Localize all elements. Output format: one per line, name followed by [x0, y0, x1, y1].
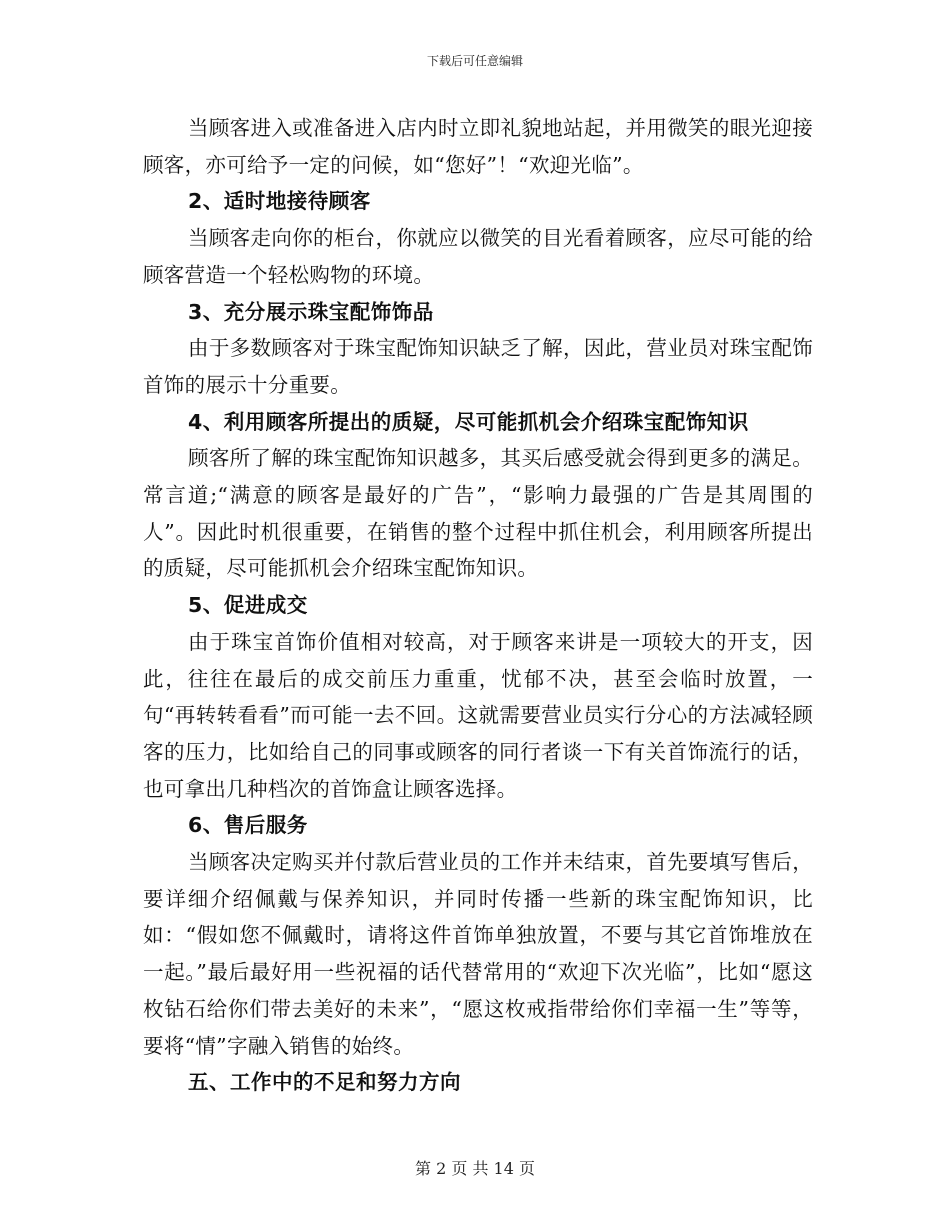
section-heading-4: 4、利用顾客所提出的质疑，尽可能抓机会介绍珠宝配饰知识 — [188, 409, 749, 434]
paragraph-closing-deal: 由于珠宝首饰价值相对较高，对于顾客来讲是一项较大的开支，因此，往往在最后的成交前压力重重，忧郁不决，甚至会临时放置，一句“再转转看看”而可能一去不回。这就需要营业员实行分心的方法减轻顾客的压力，比如给自己的同事或顾客的同行者谈一下有关首饰流行的话，也可拿出几种档次的首饰盒让顾客选择。 — [143, 629, 813, 801]
page-number-footer: 第 2 页 共 14 页 — [415, 1159, 535, 1178]
paragraph-reception: 当顾客走向你的柜台，你就应以微笑的目光看着顾客，应尽可能的给顾客营造一个轻松购物的环境。 — [143, 226, 813, 287]
header-note: 下载后可任意编辑 — [426, 54, 523, 68]
paragraph-knowledge: 顾客所了解的珠宝配饰知识越多，其买后感受就会得到更多的满足。常言道;“满意的顾客是最好的广告”，“影响力最强的广告是其周围的人”。因此时机很重要，在销售的整个过程中抓住机会，利用顾客所提出的质疑，尽可能抓机会介绍珠宝配饰知识。 — [143, 446, 813, 581]
section-heading-5: 5、促进成交 — [188, 593, 308, 618]
section-heading-6: 6、售后服务 — [188, 813, 308, 838]
paragraph-greeting: 当顾客进入或准备进入店内时立即礼貌地站起，并用微笑的眼光迎接顾客，亦可给予一定的问候，如“您好”！“欢迎光临”。 — [143, 116, 813, 177]
paragraph-after-sales: 当顾客决定购买并付款后营业员的工作并未结束，首先要填写售后，要详细介绍佩戴与保养知识，并同时传播一些新的珠宝配饰知识，比如：“假如您不佩戴时，请将这件首饰单独放置，不要与其它首饰堆放在一起。”最后最好用一些祝福的话代替常用的“欢迎下次光临”，比如“愿这枚钻石给你们带去美好的未来”，“愿这枚戒指带给你们幸福一生”等等，要将“情”字融入销售的始终。 — [143, 850, 813, 1058]
paragraph-display: 由于多数顾客对于珠宝配饰知识缺乏了解，因此，营业员对珠宝配饰首饰的展示十分重要。 — [143, 336, 813, 397]
section-heading-2: 2、适时地接待顾客 — [188, 189, 371, 214]
section-heading-five: 五、工作中的不足和努力方向 — [188, 1070, 461, 1095]
section-heading-3: 3、充分展示珠宝配饰饰品 — [188, 299, 434, 324]
document-body — [143, 110, 813, 1101]
